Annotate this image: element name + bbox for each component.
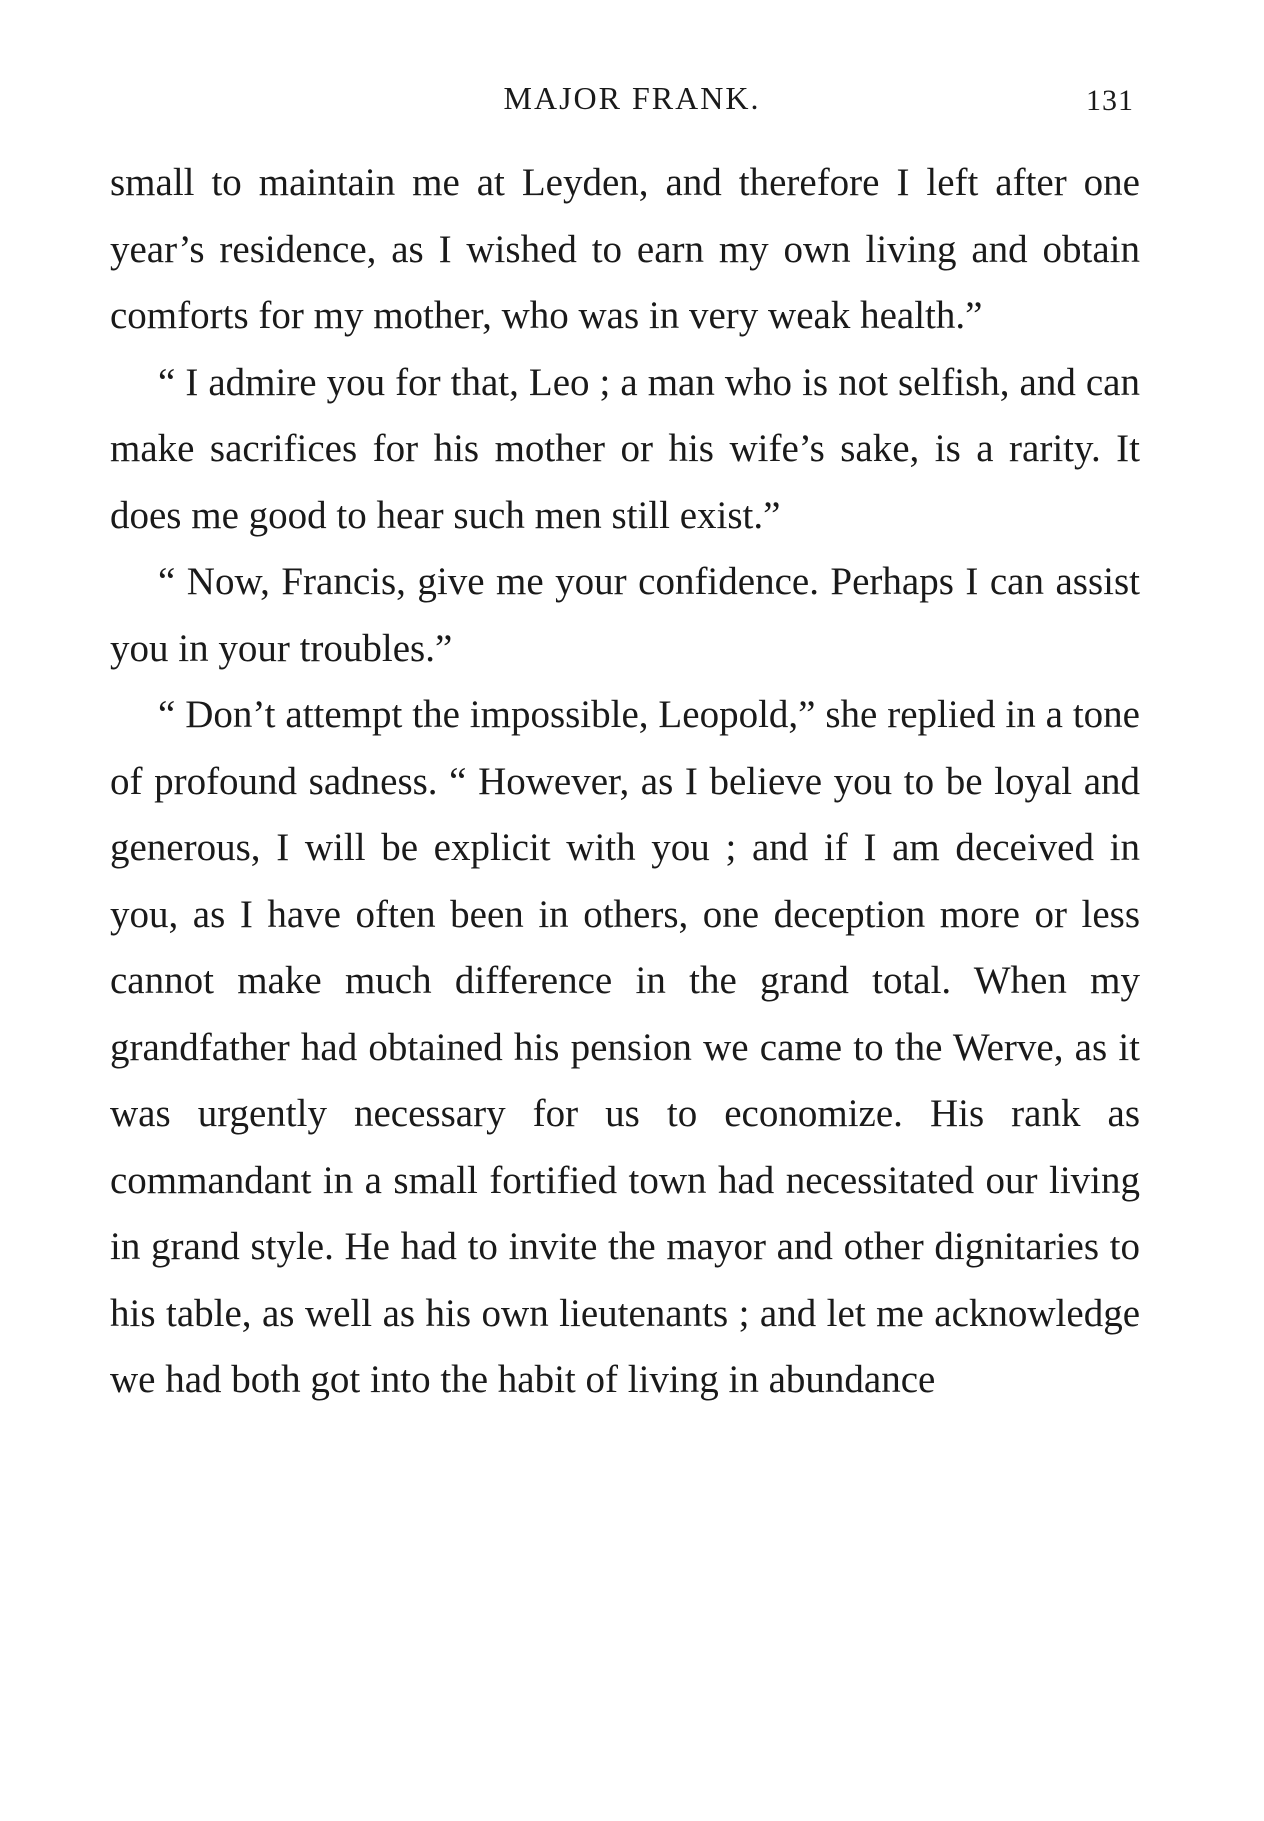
page-number: 131 [1086,84,1134,117]
body-text [110,150,1140,1414]
paragraph: “ Now, Francis, give me your confidence. Perhaps I can assist you in your troubles.” [110,560,1140,670]
paragraph: “ Don’t attempt the impossible, Leopold,” she replied in a tone of profound sadness. “ However, as I believe you to be loyal and generous, I will be explicit with you ; and if I am deceived in you, as I have often been in others, one deception more or less cannot make much difference in the grand total. When my grandfather had obtained his pension we came to the Werve, as it was urgently necessary for us to economize. His rank as commandant in a small fortified town had necessitated our living in grand style. He had to invite the mayor and other dignitaries to his table, as well as his own lieutenants ; and let me acknowledge we had both got into the habit of living in abundance [110,693,1140,1401]
running-title: MAJOR FRANK. [503,80,761,116]
paragraph-continuation: small to maintain me at Leyden, and therefore I left after one year’s residence, as I wished to earn my own living and obtain comforts for my mother, who was in very weak health.” [110,161,1140,337]
running-head [0,80,1264,120]
paragraph: “ I admire you for that, Leo ; a man who is not selfish, and can make sacrifices for his mother or his wife’s sake, is a rarity. It does me good to hear such men still exist.” [110,360,1140,537]
